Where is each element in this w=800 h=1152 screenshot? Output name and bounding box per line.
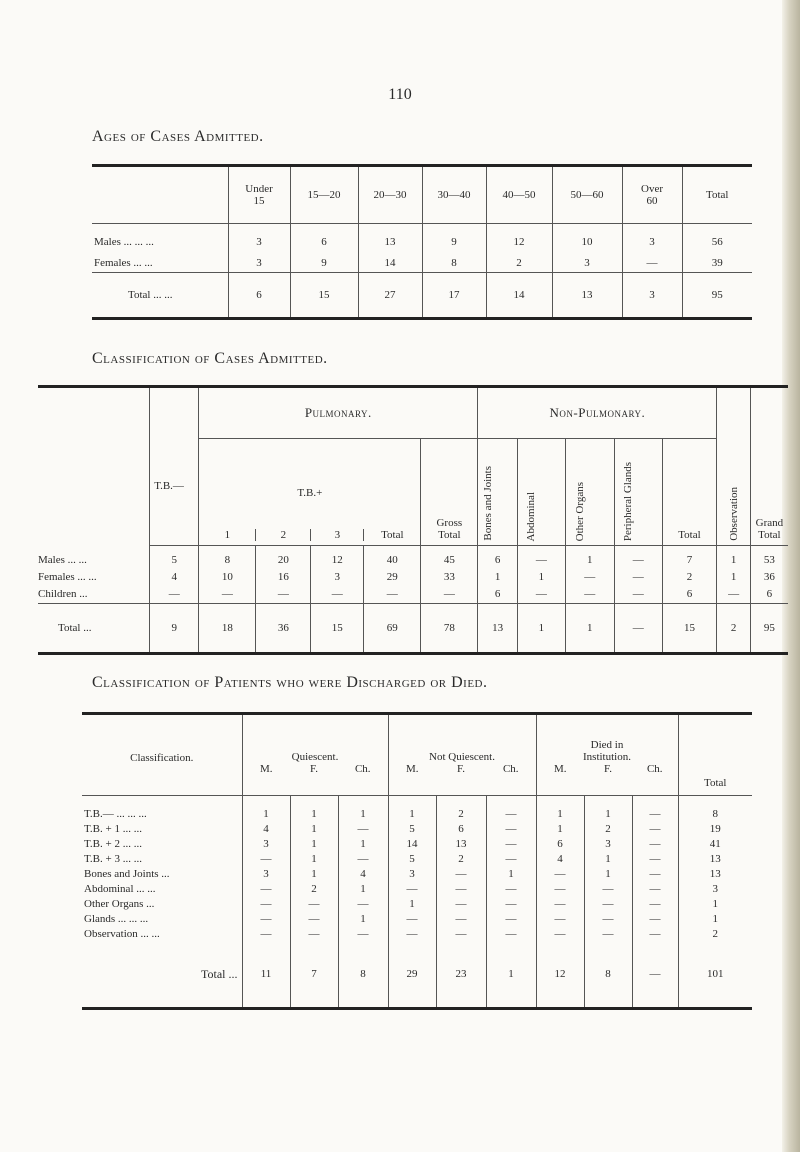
- class-total-cell: 1: [518, 603, 566, 653]
- dis-total-cell: 12: [536, 941, 584, 1009]
- gross-total-header: Gross Total: [421, 439, 478, 546]
- dis-cell: 5: [388, 821, 436, 836]
- class-cell: —: [256, 586, 311, 604]
- dis-cell: —: [388, 911, 436, 926]
- dis-cell: —: [486, 926, 536, 941]
- dis-total-cell: 29: [388, 941, 436, 1009]
- class-total-cell: —: [615, 603, 663, 653]
- dis-row: [82, 881, 752, 896]
- dis-group-header: Died in Institution.: [536, 714, 678, 763]
- ages-header-cell: 15—20: [290, 166, 358, 224]
- classification-table: [38, 385, 788, 655]
- dis-cell: 1: [338, 836, 388, 851]
- class-cell: —: [565, 569, 614, 586]
- dis-cell: 41: [678, 836, 752, 851]
- ages-heading: Ages of Cases Admitted.: [92, 128, 264, 145]
- dis-cell: —: [536, 926, 584, 941]
- class-total-label: Total ...: [38, 603, 150, 653]
- tb-sub-header: 2: [255, 529, 310, 541]
- ages-header-blank: [92, 166, 228, 224]
- ages-header-row: [92, 166, 752, 224]
- class-total-cell: 69: [364, 603, 421, 653]
- dis-row-label: Glands ... ... ...: [84, 912, 149, 925]
- dis-cell: 2: [678, 926, 752, 941]
- dis-cell: 1: [290, 796, 338, 822]
- dis-cell: 4: [536, 851, 584, 866]
- np-rotated-label: Other Organs: [573, 481, 586, 541]
- ages-cell: 3: [622, 224, 682, 255]
- dis-total-cell: —: [632, 941, 678, 1009]
- dis-sub-header: Ch.: [632, 763, 678, 796]
- dis-total-cell: 8: [584, 941, 632, 1009]
- class-cell: 6: [478, 546, 518, 569]
- class-cell: 1: [565, 546, 614, 569]
- ages-total-cell: 6: [228, 273, 290, 319]
- dis-cell: 1: [388, 796, 436, 822]
- dis-cell: 2: [584, 821, 632, 836]
- dis-cell: —: [486, 881, 536, 896]
- non-pulmonary-header: Non-Pulmonary.: [478, 387, 717, 439]
- dis-cell: —: [632, 881, 678, 896]
- dis-sub-header: M.: [388, 763, 436, 796]
- dis-cell: —: [632, 911, 678, 926]
- class-cell: 6: [478, 586, 518, 604]
- dis-cell: 1: [678, 896, 752, 911]
- dis-total-cell: 23: [436, 941, 486, 1009]
- dis-cell: —: [338, 926, 388, 941]
- dis-row: [82, 911, 752, 926]
- dis-cell: —: [584, 896, 632, 911]
- discharged-table: [82, 712, 752, 1010]
- dis-cell: 3: [678, 881, 752, 896]
- dis-cell: —: [584, 881, 632, 896]
- ages-header-cell: Total: [682, 166, 752, 224]
- class-total-cell: 78: [421, 603, 478, 653]
- ages-total-cell: 13: [552, 273, 622, 319]
- dis-cell: —: [388, 881, 436, 896]
- pulmonary-header: Pulmonary.: [199, 387, 478, 439]
- class-cell: 40: [364, 546, 421, 569]
- dis-cell: 19: [678, 821, 752, 836]
- class-total-cell: 13: [478, 603, 518, 653]
- dis-cell: 3: [388, 866, 436, 881]
- ages-header-cell: Over 60: [622, 166, 682, 224]
- dis-cell: —: [242, 911, 290, 926]
- class-cell: —: [565, 586, 614, 604]
- dis-total-label: Total ...: [82, 941, 242, 1009]
- dis-cell: 1: [536, 796, 584, 822]
- dis-sub-header: Ch.: [338, 763, 388, 796]
- dis-row-label: Other Organs ...: [84, 897, 155, 910]
- dis-total-cell: 11: [242, 941, 290, 1009]
- dis-cell: —: [388, 926, 436, 941]
- tb-plus-subheaders: [199, 529, 420, 545]
- dis-cell: —: [338, 896, 388, 911]
- dis-row: [82, 836, 752, 851]
- tb-minus-header: T.B.—: [150, 387, 199, 546]
- dis-cell: —: [290, 911, 338, 926]
- class-row: [38, 586, 788, 604]
- dis-sub-header: Ch.: [486, 763, 536, 796]
- dis-cell: —: [632, 836, 678, 851]
- tb-sub-header: 1: [224, 529, 231, 541]
- ages-total-cell: 3: [622, 273, 682, 319]
- dis-total-cell: 101: [678, 941, 752, 1009]
- dis-cell: 3: [242, 866, 290, 881]
- dis-cell: 1: [536, 821, 584, 836]
- class-cell: 53: [750, 546, 788, 569]
- dis-cell: —: [338, 821, 388, 836]
- ages-header-cell: 50—60: [552, 166, 622, 224]
- dis-header-row-1: [82, 714, 752, 763]
- dis-cell: —: [486, 851, 536, 866]
- dis-cell: —: [632, 896, 678, 911]
- np-rotated-label: Peripheral Glands: [622, 461, 635, 541]
- class-cell: —: [615, 546, 663, 569]
- dis-cell: —: [584, 926, 632, 941]
- class-total-cell: 2: [717, 603, 750, 653]
- dis-row-label: T.B. + 2 ... ...: [84, 837, 142, 850]
- dis-cell: 1: [584, 851, 632, 866]
- dis-row: [82, 821, 752, 836]
- dis-row: [82, 926, 752, 941]
- class-total-cell: 95: [750, 603, 788, 653]
- dis-group-header: Not Quiescent.: [388, 714, 536, 763]
- dis-cell: —: [290, 896, 338, 911]
- class-cell: 33: [421, 569, 478, 586]
- observation-header: [717, 387, 750, 546]
- dis-cell: 1: [486, 866, 536, 881]
- dis-cell: 6: [536, 836, 584, 851]
- dis-row-label: Observation ... ...: [84, 927, 160, 940]
- class-row: [38, 569, 788, 586]
- dis-cell: 1: [678, 911, 752, 926]
- class-cell: —: [518, 546, 566, 569]
- dis-cell: —: [338, 851, 388, 866]
- class-cell: —: [518, 586, 566, 604]
- dis-cell: 13: [678, 866, 752, 881]
- ages-cell: 9: [290, 254, 358, 273]
- dis-row: [82, 896, 752, 911]
- ages-total-cell: 14: [486, 273, 552, 319]
- dis-cell: 1: [290, 821, 338, 836]
- class-cell: 1: [518, 569, 566, 586]
- class-row-label: Children ...: [38, 588, 88, 600]
- dis-row-label: T.B.— ... ... ...: [84, 807, 147, 820]
- class-total-cell: 15: [311, 603, 364, 653]
- np-rotated-header: [565, 439, 614, 546]
- ages-row: [92, 224, 752, 255]
- class-cell: 1: [717, 569, 750, 586]
- np-rotated-header: [518, 439, 566, 546]
- ages-total-row: [92, 273, 752, 319]
- tb-plus-label: T.B.+: [297, 487, 323, 499]
- ages-cell: 14: [358, 254, 422, 273]
- dis-cell: —: [632, 851, 678, 866]
- ages-cell: 3: [228, 254, 290, 273]
- class-cell: 6: [750, 586, 788, 604]
- class-cell: 12: [311, 546, 364, 569]
- dis-cell: —: [632, 821, 678, 836]
- class-cell: 20: [256, 546, 311, 569]
- dis-cell: —: [632, 926, 678, 941]
- class-header-blank: [38, 387, 150, 546]
- dis-cell: 3: [584, 836, 632, 851]
- dis-cell: 4: [242, 821, 290, 836]
- class-cell: 5: [150, 546, 199, 569]
- discharged-heading: Classification of Patients who were Discharged or Died.: [92, 674, 488, 691]
- dis-cell: —: [242, 926, 290, 941]
- tb-sub-header: 3: [310, 529, 363, 541]
- class-cell: 10: [199, 569, 256, 586]
- ages-row: [92, 254, 752, 273]
- dis-cell: —: [436, 911, 486, 926]
- dis-cell: —: [436, 866, 486, 881]
- ages-row-label: Males ... ... ...: [94, 236, 154, 248]
- dis-row: [82, 796, 752, 822]
- ages-header-cell: 40—50: [486, 166, 552, 224]
- ages-row-label: Females ... ...: [94, 257, 153, 269]
- ages-cell: 2: [486, 254, 552, 273]
- dis-cell: 5: [388, 851, 436, 866]
- class-total-cell: 15: [662, 603, 717, 653]
- dis-cell: 1: [290, 836, 338, 851]
- ages-cell: 9: [422, 224, 486, 255]
- dis-cell: —: [242, 896, 290, 911]
- dis-cell: —: [436, 881, 486, 896]
- dis-cell: 1: [338, 911, 388, 926]
- class-cell: 29: [364, 569, 421, 586]
- dis-total-header: Total: [678, 714, 752, 796]
- np-rotated-label: Abdominal: [525, 491, 538, 541]
- dis-cell: 13: [678, 851, 752, 866]
- class-cell: 6: [662, 586, 717, 604]
- class-total-cell: 18: [199, 603, 256, 653]
- class-cell: 1: [717, 546, 750, 569]
- dis-classification-header: Classification.: [82, 714, 242, 796]
- class-header-row-1: [38, 387, 788, 439]
- dis-cell: —: [486, 911, 536, 926]
- class-cell: —: [311, 586, 364, 604]
- dis-row-label: T.B. + 3 ... ...: [84, 852, 142, 865]
- ages-header-cell: Under 15: [228, 166, 290, 224]
- class-cell: 16: [256, 569, 311, 586]
- dis-row: [82, 866, 752, 881]
- dis-cell: —: [242, 851, 290, 866]
- dis-cell: —: [632, 796, 678, 822]
- dis-cell: —: [486, 821, 536, 836]
- class-cell: —: [150, 586, 199, 604]
- ages-cell: 12: [486, 224, 552, 255]
- dis-cell: 2: [290, 881, 338, 896]
- dis-total-cell: 1: [486, 941, 536, 1009]
- dis-cell: 8: [678, 796, 752, 822]
- dis-cell: —: [486, 796, 536, 822]
- dis-cell: 1: [338, 881, 388, 896]
- dis-cell: —: [486, 896, 536, 911]
- dis-row-label: Bones and Joints ...: [84, 867, 170, 880]
- ages-cell: 13: [358, 224, 422, 255]
- dis-cell: 4: [338, 866, 388, 881]
- tb-sub-header: Total: [363, 529, 420, 541]
- dis-cell: 14: [388, 836, 436, 851]
- class-cell: —: [717, 586, 750, 604]
- class-cell: —: [364, 586, 421, 604]
- class-total-cell: 9: [150, 603, 199, 653]
- dis-row-label: Abdominal ... ...: [84, 882, 156, 895]
- dis-cell: 1: [584, 796, 632, 822]
- class-total-cell: 1: [565, 603, 614, 653]
- dis-cell: —: [632, 866, 678, 881]
- page-number: 110: [388, 86, 412, 103]
- dis-row: [82, 851, 752, 866]
- class-total-row: [38, 603, 788, 653]
- dis-sub-header: F.: [584, 763, 632, 796]
- class-cell: —: [615, 569, 663, 586]
- class-cell: —: [615, 586, 663, 604]
- ages-cell: 6: [290, 224, 358, 255]
- ages-cell: 56: [682, 224, 752, 255]
- ages-total-label: Total ... ...: [92, 273, 228, 319]
- dis-cell: 3: [242, 836, 290, 851]
- dis-sub-header: F.: [290, 763, 338, 796]
- class-cell: —: [421, 586, 478, 604]
- class-cell: —: [199, 586, 256, 604]
- dis-cell: —: [486, 836, 536, 851]
- dis-cell: 1: [290, 866, 338, 881]
- class-cell: 2: [662, 569, 717, 586]
- dis-cell: —: [290, 926, 338, 941]
- dis-cell: —: [536, 881, 584, 896]
- tb-plus-header: [199, 439, 421, 546]
- class-cell: 3: [311, 569, 364, 586]
- dis-cell: —: [436, 926, 486, 941]
- ages-cell: 39: [682, 254, 752, 273]
- class-cell: 45: [421, 546, 478, 569]
- ages-header-cell: 20—30: [358, 166, 422, 224]
- dis-cell: —: [536, 911, 584, 926]
- class-cell: 4: [150, 569, 199, 586]
- dis-row-label: T.B. + 1 ... ...: [84, 822, 142, 835]
- np-rotated-label: Bones and Joints: [481, 466, 494, 541]
- ages-cell: 3: [552, 254, 622, 273]
- dis-cell: 1: [388, 896, 436, 911]
- class-cell: 7: [662, 546, 717, 569]
- dis-cell: 2: [436, 851, 486, 866]
- class-row-label: Females ... ...: [38, 571, 97, 583]
- dis-cell: 1: [290, 851, 338, 866]
- dis-cell: 1: [242, 796, 290, 822]
- ages-total-cell: 27: [358, 273, 422, 319]
- dis-cell: —: [242, 881, 290, 896]
- np-rotated-header: [615, 439, 663, 546]
- np-rotated-header: [478, 439, 518, 546]
- dis-sub-header: F.: [436, 763, 486, 796]
- ages-total-cell: 95: [682, 273, 752, 319]
- class-total-cell: 36: [256, 603, 311, 653]
- class-cell: 8: [199, 546, 256, 569]
- dis-cell: 1: [338, 796, 388, 822]
- dis-total-cell: 8: [338, 941, 388, 1009]
- dis-cell: 1: [584, 866, 632, 881]
- class-row-label: Males ... ...: [38, 554, 87, 566]
- dis-group-header: Quiescent.: [242, 714, 388, 763]
- ages-cell: 8: [422, 254, 486, 273]
- dis-total-cell: 7: [290, 941, 338, 1009]
- dis-cell: —: [536, 866, 584, 881]
- dis-sub-header: M.: [536, 763, 584, 796]
- class-row: [38, 546, 788, 569]
- ages-total-cell: 17: [422, 273, 486, 319]
- ages-cell: 3: [228, 224, 290, 255]
- dis-cell: 13: [436, 836, 486, 851]
- np-total-header: Total: [662, 439, 717, 546]
- ages-total-cell: 15: [290, 273, 358, 319]
- ages-cell: 10: [552, 224, 622, 255]
- dis-cell: 2: [436, 796, 486, 822]
- grand-total-header: Grand Total: [750, 387, 788, 546]
- class-cell: 36: [750, 569, 788, 586]
- observation-label: Observation: [727, 487, 740, 541]
- dis-cell: —: [584, 911, 632, 926]
- dis-cell: 6: [436, 821, 486, 836]
- ages-cell: —: [622, 254, 682, 273]
- ages-table: [92, 164, 752, 320]
- class-cell: 1: [478, 569, 518, 586]
- dis-cell: —: [436, 896, 486, 911]
- ages-header-cell: 30—40: [422, 166, 486, 224]
- dis-total-row: [82, 941, 752, 1009]
- dis-sub-header: M.: [242, 763, 290, 796]
- dis-cell: —: [536, 896, 584, 911]
- classification-heading: Classification of Cases Admitted.: [92, 350, 328, 367]
